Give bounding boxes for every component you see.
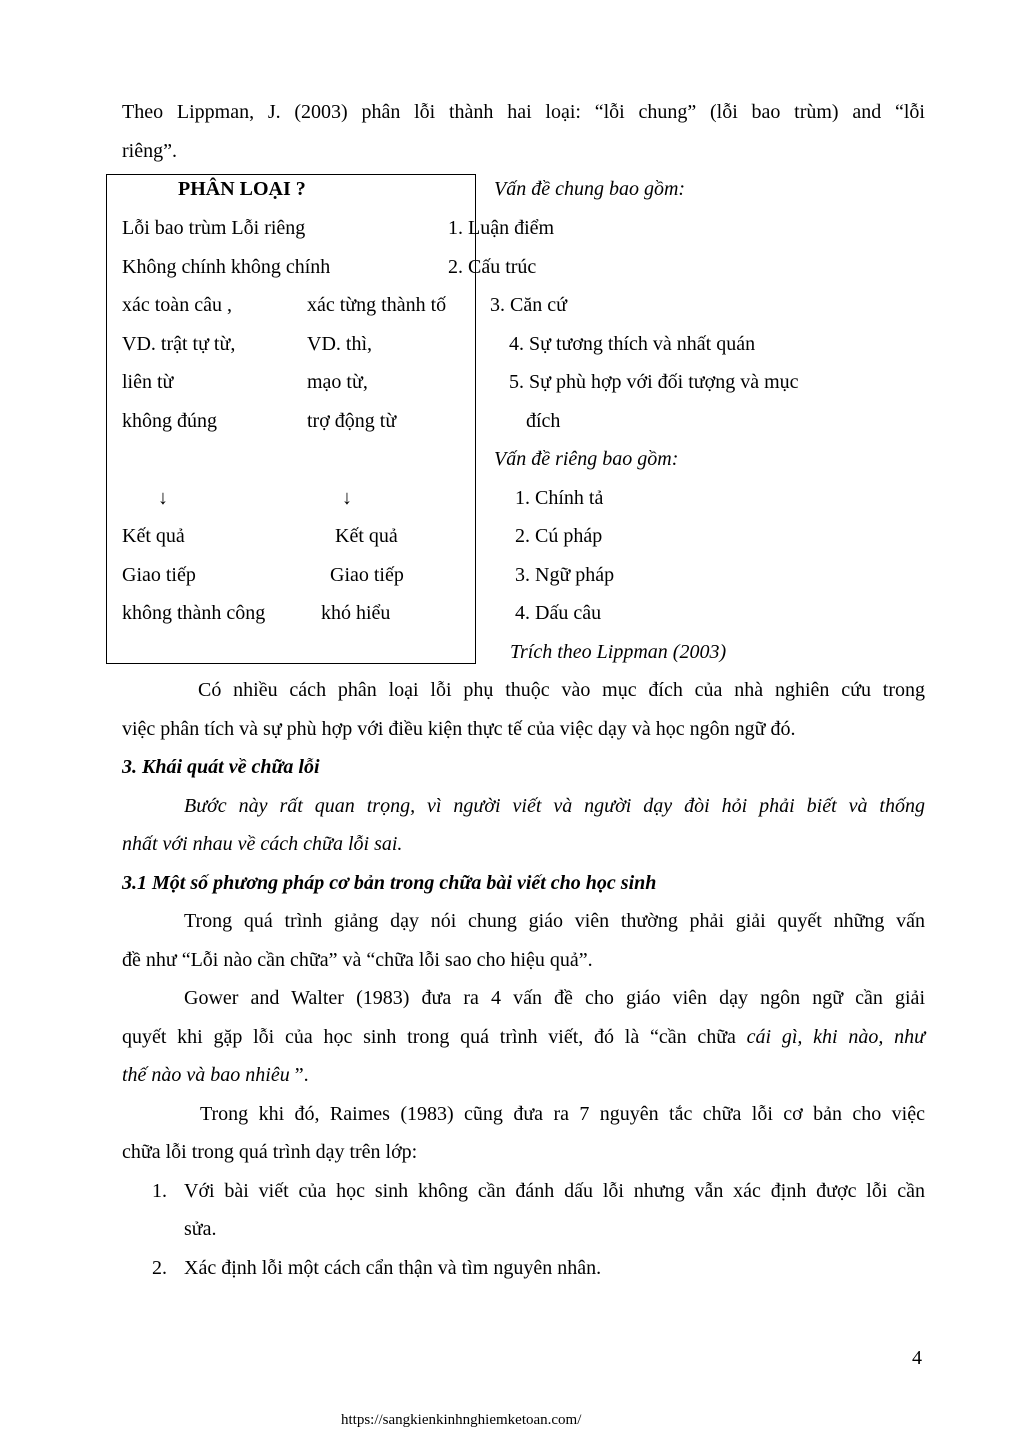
box-result-right: khó hiểu <box>321 602 391 624</box>
box-row-1: Lỗi bao trùm Lỗi riêng <box>122 217 306 239</box>
source-citation: Trích theo Lippman (2003) <box>510 641 727 663</box>
list-number: 2. <box>152 1257 167 1279</box>
general-item: 1. Luận điểm <box>448 217 555 239</box>
box-left-item: xác toàn câu , <box>122 294 232 316</box>
section-3-1-p1-line-1: Trong quá trình giảng dạy nói chung giáo viên thường phải giải quyết những vấn <box>184 910 925 932</box>
specific-item: 4. Dấu câu <box>515 602 602 624</box>
general-heading: Vấn đề chung bao gồm: <box>494 178 686 200</box>
box-result-right: Giao tiếp <box>330 564 404 586</box>
box-result-left: Giao tiếp <box>122 564 196 586</box>
para-1-line-2: việc phân tích và sự phù hợp với điều kiện thực tế của việc dạy và học ngôn ngữ đó. <box>122 718 796 740</box>
section-3-1-p3-line-1: Trong khi đó, Raimes (1983) cũng đưa ra 7 nguyên tắc chữa lỗi cơ bản cho việc <box>200 1103 925 1125</box>
page-number: 4 <box>912 1347 922 1369</box>
list-item-1-line-2: sửa. <box>184 1218 217 1240</box>
specific-item: 1. Chính tả <box>515 487 604 509</box>
section-3-1-p3-line-2: chữa lỗi trong quá trình dạy trên lớp: <box>122 1141 418 1163</box>
specific-item: 3. Ngữ pháp <box>515 564 615 586</box>
list-number: 1. <box>152 1180 167 1202</box>
section-3-line-1: Bước này rất quan trọng, vì người viết và người dạy đòi hỏi phải biết và thống <box>184 795 925 817</box>
box-right-item: VD. thì, <box>307 333 372 355</box>
box-left-item: không đúng <box>122 410 217 432</box>
intro-line-2: riêng”. <box>122 140 177 162</box>
section-3-1-p1-line-2: đề như “Lỗi nào cần chữa” và “chữa lỗi sao cho hiệu quả”. <box>122 949 593 971</box>
para-1-line-1: Có nhiều cách phân loại lỗi phụ thuộc vào mục đích của nhà nghiên cứu trong <box>198 679 925 701</box>
box-result-right: Kết quả <box>335 525 398 547</box>
p2-line-2-italic: cái gì, khi nào, như <box>746 1026 925 1048</box>
list-item-2-line-1: Xác định lỗi một cách cẩn thận và tìm nguyên nhân. <box>184 1257 602 1279</box>
arrow-down-icon: ↓ <box>158 487 168 509</box>
section-3-1-heading: 3.1 Một số phương pháp cơ bản trong chữa bài viết cho học sinh <box>122 872 657 894</box>
section-3-1-p2-line-1: Gower and Walter (1983) đưa ra 4 vấn đề cho giáo viên dạy ngôn ngữ cần giải <box>184 987 925 1009</box>
box-left-item: liên từ <box>122 371 174 393</box>
general-item: 2. Cấu trúc <box>448 256 537 278</box>
specific-heading: Vấn đề riêng bao gồm: <box>494 448 679 470</box>
box-right-item: trợ động từ <box>307 410 397 432</box>
p2-line-3-italic: thế nào và bao nhiêu <box>122 1064 295 1086</box>
box-left-item: VD. trật tự từ, <box>122 333 236 355</box>
box-right-item: mạo từ, <box>307 371 368 393</box>
general-item: 3. Căn cứ <box>490 294 567 316</box>
p2-line-2-text: quyết khi gặp lỗi của học sinh trong quá trình viết, đó là “cần chữa <box>122 1026 747 1048</box>
box-result-left: không thành công <box>122 602 266 624</box>
general-item: 5. Sự phù hợp với đối tượng và mục <box>509 371 799 393</box>
general-item: đích <box>526 410 561 432</box>
box-right-item: xác từng thành tố <box>307 294 447 316</box>
box-title: PHÂN LOẠI ? <box>178 178 306 200</box>
box-result-left: Kết quả <box>122 525 185 547</box>
specific-item: 2. Cú pháp <box>515 525 603 547</box>
general-item: 4. Sự tương thích và nhất quán <box>509 333 756 355</box>
section-3-heading: 3. Khái quát về chữa lỗi <box>122 756 320 778</box>
box-row-2: Không chính không chính <box>122 256 331 278</box>
section-3-1-p2-line-3 <box>122 1063 309 1087</box>
section-3-1-p2-line-2 <box>122 1025 925 1049</box>
list-item-1-line-1: Với bài viết của học sinh không cần đánh dấu lỗi nhưng vẫn xác định được lỗi cần <box>184 1180 925 1202</box>
footer-url[interactable]: https://sangkienkinhnghiemketoan.com/ <box>341 1412 582 1428</box>
arrow-down-icon: ↓ <box>342 487 352 509</box>
section-3-line-2: nhất với nhau về cách chữa lỗi sai. <box>122 833 403 855</box>
p2-line-3-text: ”. <box>294 1064 309 1086</box>
intro-line-1: Theo Lippman, J. (2003) phân lỗi thành hai loại: “lỗi chung” (lỗi bao trùm) and “lỗi <box>122 101 925 123</box>
